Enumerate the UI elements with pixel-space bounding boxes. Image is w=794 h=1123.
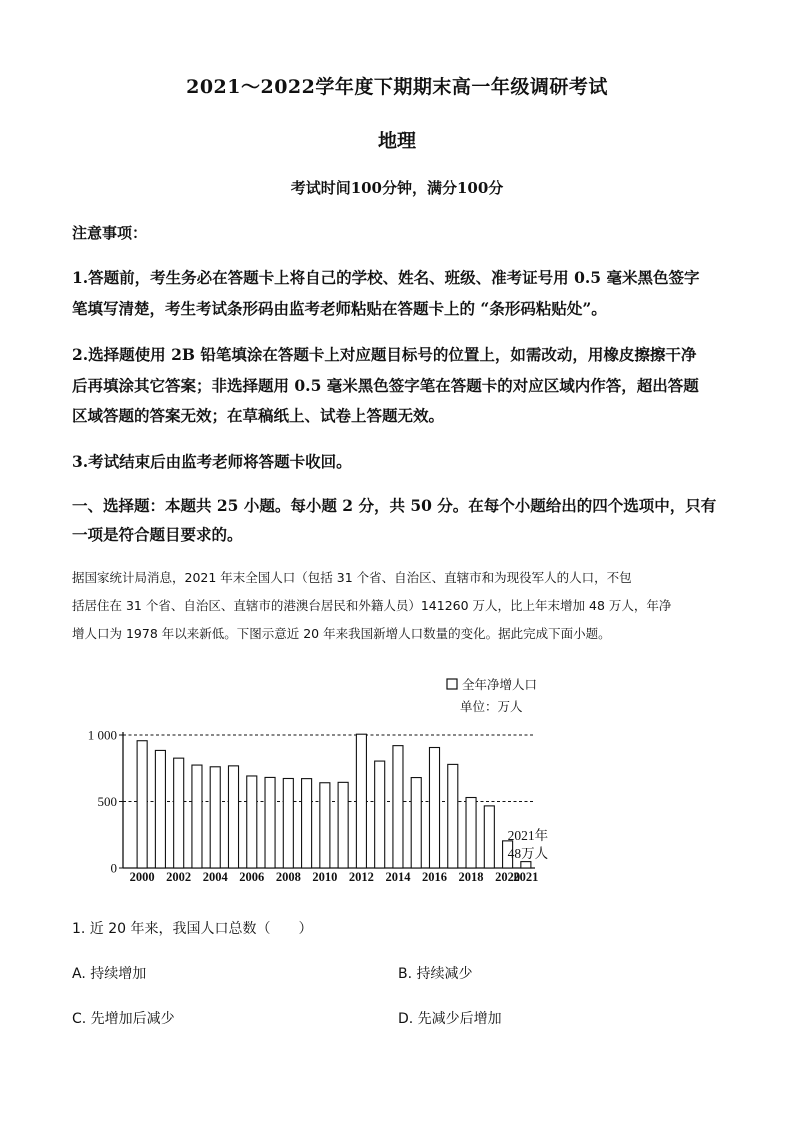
subject-title: 地理 [377,130,416,152]
bar-2000 [137,741,147,868]
bar-2004 [210,767,220,868]
legend-swatch [447,679,457,689]
x-tick-label-2018: 2018 [458,870,484,884]
bar-2002 [174,758,184,868]
option-d: D. 先减少后增加 [398,1011,502,1027]
y-tick-label: 0 [110,860,117,876]
passage-line: 据国家统计局消息，2021 年末全国人口（包括 31 个省、自治区、直辖市和为现役军人的人口，不包 [72,570,632,585]
population-growth-chart [70,670,570,890]
notice-line: 2.选择题使用 2B 铅笔填涂在答题卡上对应题目标号的位置上，如需改动，用橡皮擦擦干净 [72,345,697,364]
bar-2015 [411,778,421,868]
bar-2012 [356,734,366,868]
option-a: A. 持续增加 [72,966,147,982]
bar-2010 [320,783,330,868]
unit-label: 单位：万人 [460,700,523,714]
x-tick-label-2000: 2000 [129,870,155,884]
x-tick-label-2016: 2016 [422,870,447,884]
annotation-year: 2021年 [507,828,549,843]
bar-2001 [155,750,165,868]
legend-label: 全年净增人口 [462,678,538,692]
bar-2017 [448,764,458,868]
section-heading-line: 一项是符合题目要求的。 [72,525,243,544]
notice-line: 1.答题前，考生务必在答题卡上将自己的学校、姓名、班级、准考证号用 0.5 毫米黑色签字 [72,268,700,287]
x-tick-label-2010: 2010 [312,870,338,884]
x-tick-label-2002: 2002 [166,870,192,884]
section-heading-line: 一、选择题：本题共 25 小题。每小题 2 分，共 50 分。在每个小题给出的四个选项中，只有 [72,496,717,515]
notice-line: 后再填涂其它答案；非选择题用 0.5 毫米黑色签字笔在答题卡的对应区域内作答，超出答题 [72,376,699,395]
exam-title: 2021～2022学年度下期期末高一年级调研考试 [186,76,608,98]
y-tick-label: 500 [97,794,117,809]
bar-2005 [228,766,238,868]
option-b: B. 持续减少 [398,966,473,982]
bar-2003 [192,765,202,868]
notice-line: 3.考试结束后由监考老师将答题卡收回。 [72,452,352,471]
y-tick-label: 1 000 [87,727,117,743]
annotation-value: 48万人 [507,846,549,861]
bar-2021 [521,862,531,868]
passage-line: 增人口为 1978 年以来新低。下图示意近 20 年来我国新增人口数量的变化。据此完成下面小题。 [72,626,611,641]
bar-2006 [247,776,257,868]
notice-heading: 注意事项： [72,224,148,242]
bar-2013 [375,761,385,868]
x-tick-label-2008: 2008 [275,870,301,884]
option-c: C. 先增加后减少 [72,1011,175,1027]
passage-line: 括居住在 31 个省、自治区、直辖市的港澳台居民和外籍人员）141260 万人，比上年末增加 48 万人，年净 [72,598,672,613]
bar-2018 [466,798,476,868]
x-tick-label-2020: 2020 [495,870,521,884]
x-tick-label-2021: 2021 [513,870,539,884]
bar-2019 [484,806,494,868]
x-tick-label-2006: 2006 [239,870,265,884]
bar-2008 [283,778,293,868]
x-tick-label-2004: 2004 [202,870,228,884]
notice-line: 区域答题的答案无效；在草稿纸上、试卷上答题无效。 [72,406,445,425]
bar-2014 [393,746,403,868]
notice-line: 笔填写清楚，考生考试条形码由监考老师粘贴在答题卡上的 “条形码粘贴处”。 [72,299,607,318]
x-tick-label-2012: 2012 [348,870,374,884]
bar-2016 [429,748,439,868]
question-stem: 1. 近 20 年来，我国人口总数（ ） [72,921,313,937]
bar-2007 [265,777,275,868]
exam-info: 考试时间100分钟，满分100分 [290,179,504,197]
x-tick-label-2014: 2014 [385,870,411,884]
bar-2011 [338,782,348,868]
bar-2009 [302,779,312,868]
